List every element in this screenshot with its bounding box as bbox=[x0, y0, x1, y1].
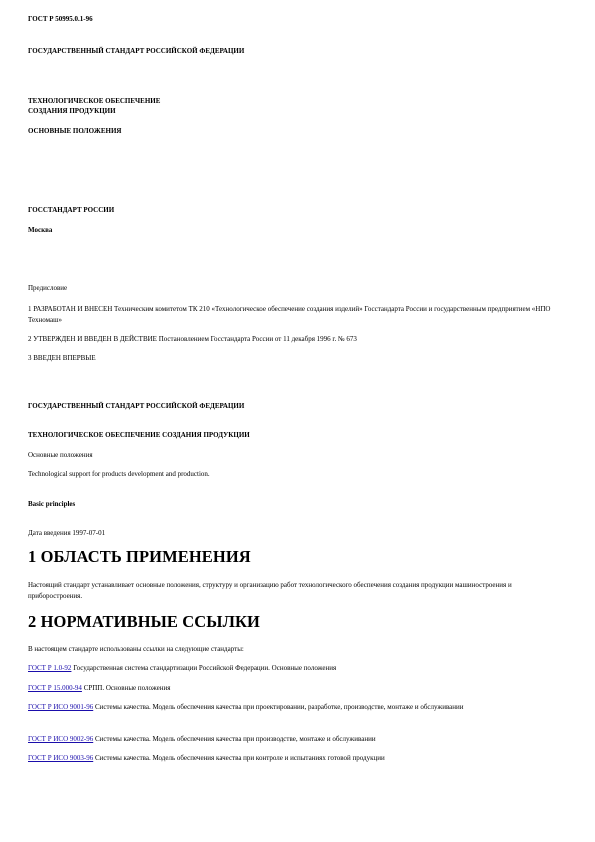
reference-link[interactable]: ГОСТ Р 15.000-94 bbox=[28, 684, 82, 692]
reference-link[interactable]: ГОСТ Р 1.0-92 bbox=[28, 664, 72, 672]
introduction-date: Дата введения 1997-07-01 bbox=[28, 529, 106, 537]
reference-text: Системы качества. Модель обеспечения качества при проектировании, разработке, производстве, монтаже и обслуживании bbox=[93, 703, 464, 711]
reference-link[interactable]: ГОСТ Р ИСО 9002-96 bbox=[28, 735, 94, 743]
reference-item bbox=[28, 702, 563, 713]
reference-text: Государственная система стандартизации Российской Федерации. Основные положения bbox=[71, 664, 337, 672]
section-2-intro: В настоящем стандарте использованы ссылки на следующие стандарты: bbox=[28, 645, 244, 653]
reference-text: СРПП. Основные положения bbox=[81, 684, 171, 692]
reference-item bbox=[28, 663, 563, 674]
preface-item-2: 2 УТВЕРЖДЕН И ВВЕДЕН В ДЕЙСТВИЕ Постановлением Госстандарта России от 11 декабря 1996 г. № 673 bbox=[28, 335, 357, 343]
cover-title-line1: ТЕХНОЛОГИЧЕСКОЕ ОБЕСПЕЧЕНИЕ bbox=[28, 97, 161, 105]
publisher: ГОССТАНДАРТ РОССИИ bbox=[28, 206, 115, 214]
english-title: Technological support for products development and production. bbox=[28, 470, 210, 478]
standard-org-header: ГОСУДАРСТВЕННЫЙ СТАНДАРТ РОССИЙСКОЙ ФЕДЕРАЦИИ bbox=[28, 47, 245, 55]
reference-item bbox=[28, 683, 563, 694]
english-subtitle: Basic principles bbox=[28, 500, 76, 508]
section-2-heading: 2 НОРМАТИВНЫЕ ССЫЛКИ bbox=[28, 612, 260, 631]
doc-number: ГОСТ Р 50995.0.1-96 bbox=[28, 15, 93, 23]
reference-link[interactable]: ГОСТ Р ИСО 9003-96 bbox=[28, 754, 94, 762]
cover-title-line2: СОЗДАНИЯ ПРОДУКЦИИ bbox=[28, 107, 116, 115]
body-title: ТЕХНОЛОГИЧЕСКОЕ ОБЕСПЕЧЕНИЕ СОЗДАНИЯ ПРОДУКЦИИ bbox=[28, 431, 250, 439]
reference-link[interactable]: ГОСТ Р ИСО 9001-96 bbox=[28, 703, 94, 711]
city: Москва bbox=[28, 226, 53, 234]
reference-text: Системы качества. Модель обеспечения качества при производстве, монтаже и обслуживании bbox=[93, 735, 376, 743]
body-subtitle: Основные положения bbox=[28, 451, 93, 459]
reference-item bbox=[28, 734, 563, 745]
preface-item-1: 1 РАЗРАБОТАН И ВНЕСЕН Техническим комитетом ТК 210 «Технологическое обеспечение создания изделий» Госстандарта России и государственным предприятием «НПО Техномаш» bbox=[28, 305, 551, 324]
cover-subtitle: ОСНОВНЫЕ ПОЛОЖЕНИЯ bbox=[28, 127, 122, 135]
preface-item-3: 3 ВВЕДЕН ВПЕРВЫЕ bbox=[28, 354, 96, 362]
preface-heading: Предисловие bbox=[28, 284, 68, 292]
reference-text: Системы качества. Модель обеспечения качества при контроле и испытаниях готовой продукции bbox=[93, 754, 385, 762]
section-1-heading: 1 ОБЛАСТЬ ПРИМЕНЕНИЯ bbox=[28, 547, 251, 566]
section-1-text: Настоящий стандарт устанавливает основные положения, структуру и организацию работ технологического обеспечения создания продукции машиностроения и приборостроения. bbox=[28, 581, 512, 600]
body-standard-org: ГОСУДАРСТВЕННЫЙ СТАНДАРТ РОССИЙСКОЙ ФЕДЕРАЦИИ bbox=[28, 402, 245, 410]
reference-item bbox=[28, 753, 563, 764]
